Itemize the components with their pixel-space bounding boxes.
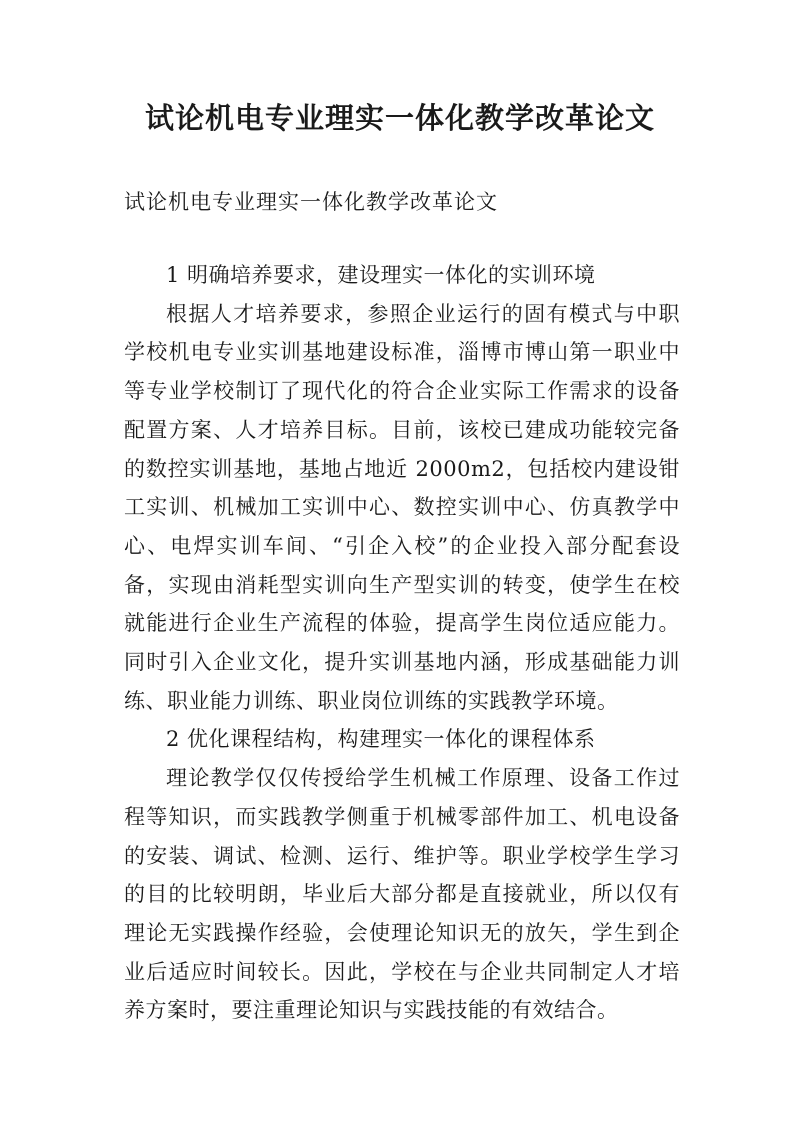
document-subtitle: 试论机电专业理实一体化教学改革论文	[124, 190, 498, 214]
body-paragraph-2: 理论教学仅仅传授给学生机械工作原理、设备工作过程等知识，而实践教学侧重于机械零部件加工、机电设备的安装、调试、检测、运行、维护等。职业学校学生学习的目的比较明朗，毕业后大部分都是直接就业，所以仅有理论无实践操作经验，会使理论知识无的放矢，学生到企业后适应时间较长。因此，学校在与企业共同制定人才培养方案时，要注重理论知识与实践技能的有效结合。	[124, 766, 680, 1023]
document-body	[124, 256, 680, 1030]
body-paragraph-1: 根据人才培养要求，参照企业运行的固有模式与中职学校机电专业实训基地建设标准，淄博市博山第一职业中等专业学校制订了现代化的符合企业实际工作需求的设备配置方案、人才培养目标。目前，该校已建成功能较完备的数控实训基地，基地占地近 2000m2，包括校内建设钳工实训、机械加工实训中心、数控实训中心、仿真教学中心、电焊实训车间、“引企入校”的企业投入部分配套设备，实现由消耗型实训向生产型实训的转变，使学生在校就能进行企业生产流程的体验，提高学生岗位适应能力。同时引入企业文化，提升实训基地内涵，形成基础能力训练、职业能力训练、职业岗位训练的实践教学环境。	[124, 301, 680, 713]
document-title: 试论机电专业理实一体化教学改革论文	[144, 101, 655, 135]
section-heading-1: 1 明确培养要求，建设理实一体化的实训环境	[166, 263, 596, 287]
section-heading-2: 2 优化课程结构，构建理实一体化的课程体系	[166, 727, 596, 752]
